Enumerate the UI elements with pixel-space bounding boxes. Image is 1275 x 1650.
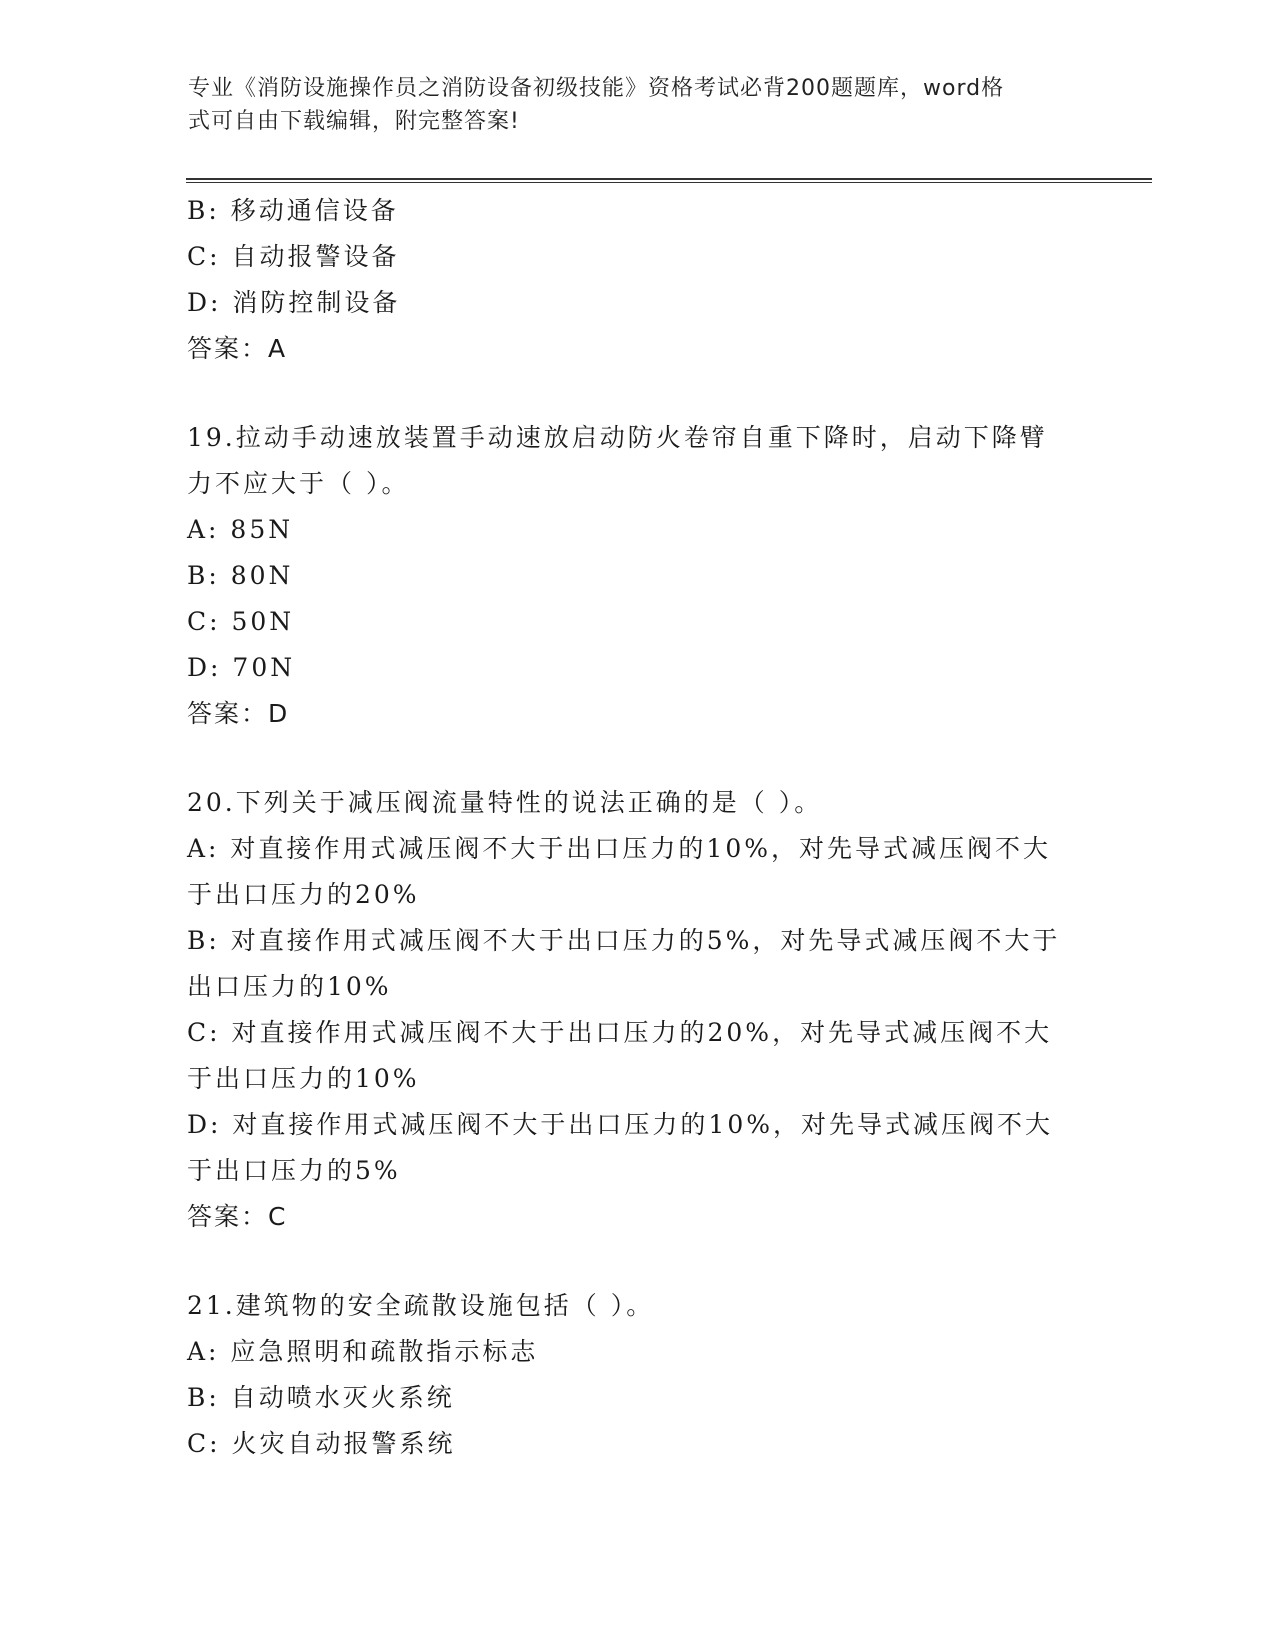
question-stem: 20.下列关于减压阀流量特性的说法正确的是（ ）。 [187, 788, 823, 817]
option-c: C: 火灾自动报警系统 [187, 1429, 456, 1458]
option-b: B: 对直接作用式减压阀不大于出口压力的5%，对先导式减压阀不大于 [187, 926, 1061, 955]
question-19 [187, 415, 1087, 737]
option-b: B: 移动通信设备 [187, 196, 399, 225]
answer: 答案：A [187, 334, 288, 363]
header-line-1: 专业《消防设施操作员之消防设备初级技能》资格考试必背200题题库，word格 [188, 76, 1005, 101]
option-b-continued: 出口压力的10% [187, 972, 392, 1001]
option-d: D: 对直接作用式减压阀不大于出口压力的10%，对先导式减压阀不大 [187, 1110, 1053, 1139]
question-stem: 19.拉动手动速放装置手动速放启动防火卷帘自重下降时，启动下降臂 [187, 423, 1048, 452]
option-c: C: 对直接作用式减压阀不大于出口压力的20%，对先导式减压阀不大 [187, 1018, 1053, 1047]
question-stem-continued: 力不应大于（ ）。 [187, 469, 410, 498]
document-body [187, 188, 1087, 1467]
question-21 [187, 1283, 1087, 1467]
option-b: B: 80N [187, 561, 294, 590]
option-c: C: 自动报警设备 [187, 242, 400, 271]
question-18-tail [187, 188, 1087, 372]
header-divider-thick [186, 178, 1152, 180]
answer: 答案：D [187, 699, 290, 728]
option-a: A: 应急照明和疏散指示标志 [187, 1337, 539, 1366]
document-header [188, 72, 1068, 138]
option-b: B: 自动喷水灭火系统 [187, 1383, 455, 1412]
option-a: A: 对直接作用式减压阀不大于出口压力的10%，对先导式减压阀不大 [187, 834, 1051, 863]
option-a: A: 85N [187, 515, 294, 544]
question-20 [187, 780, 1087, 1240]
option-d: D: 70N [187, 653, 296, 682]
spacer [187, 1240, 1087, 1283]
option-a-continued: 于出口压力的20% [187, 880, 420, 909]
option-c: C: 50N [187, 607, 295, 636]
answer: 答案：C [187, 1202, 288, 1231]
option-d-continued: 于出口压力的5% [187, 1156, 401, 1185]
spacer [187, 372, 1087, 415]
option-c-continued: 于出口压力的10% [187, 1064, 420, 1093]
question-stem: 21.建筑物的安全疏散设施包括（ ）。 [187, 1291, 655, 1320]
spacer [187, 737, 1087, 780]
option-d: D: 消防控制设备 [187, 288, 401, 317]
header-divider-thin [186, 182, 1152, 183]
header-line-2: 式可自由下载编辑，附完整答案! [188, 109, 520, 134]
